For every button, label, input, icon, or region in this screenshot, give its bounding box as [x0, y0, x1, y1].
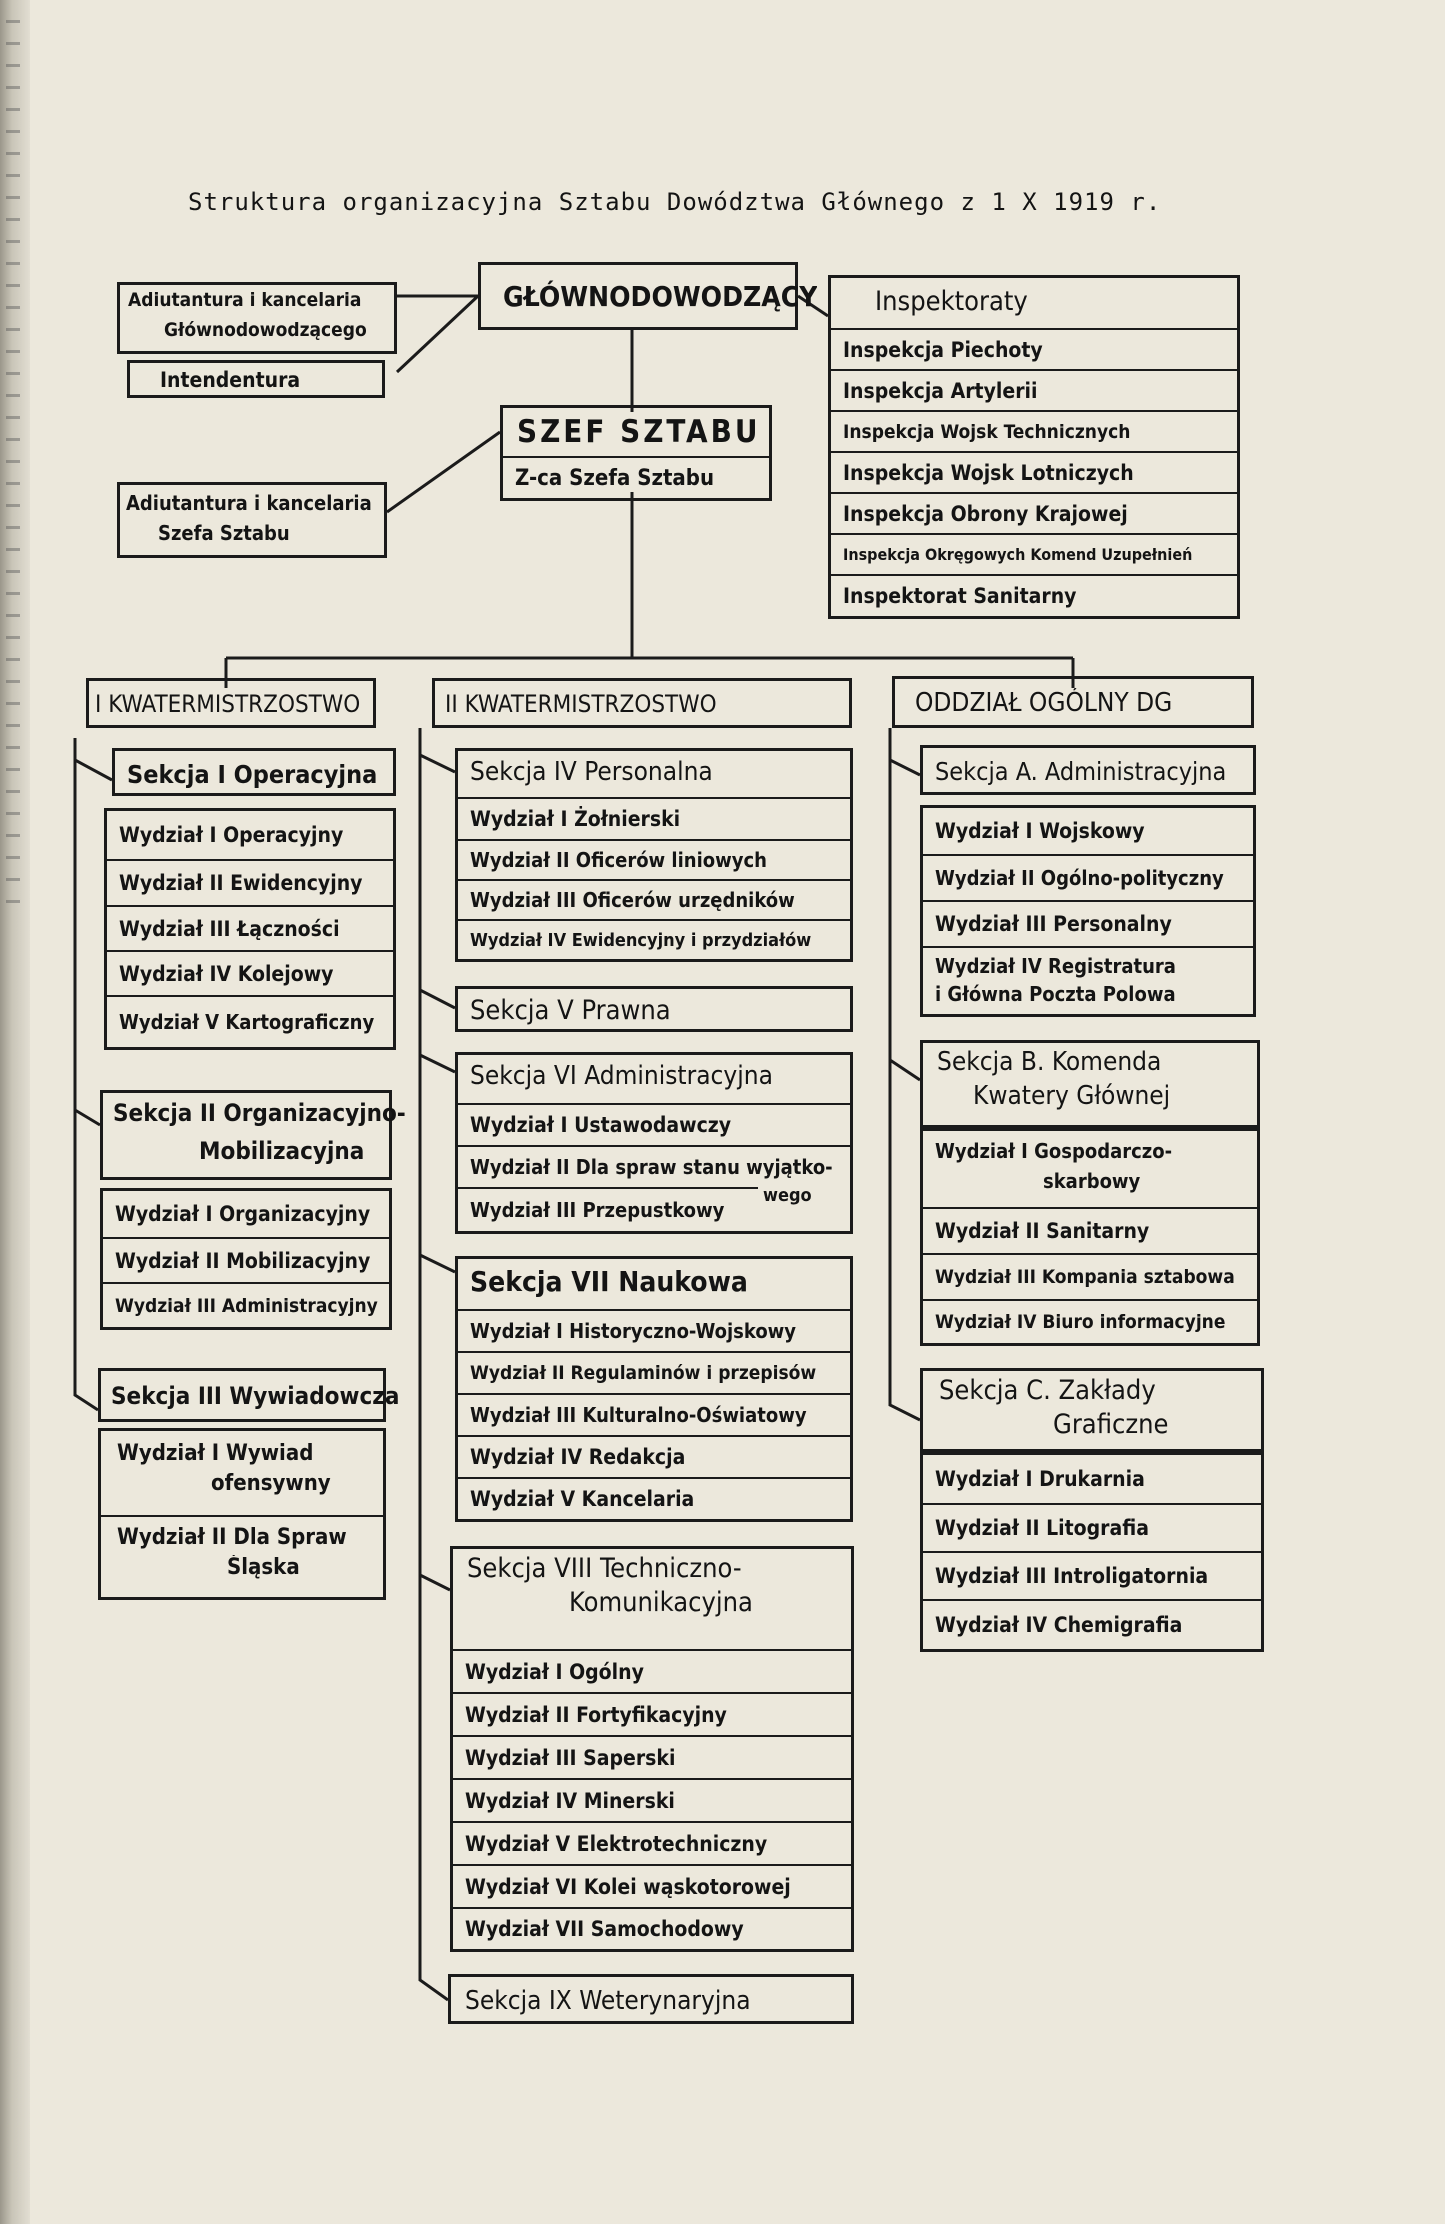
wydzial-row: Wydział I Drukarnia	[935, 1467, 1145, 1491]
sekcja-viii-title-line1: Sekcja VIII Techniczno-	[467, 1553, 742, 1584]
chief-of-staff-box	[500, 405, 772, 501]
adjutant-chief-box	[117, 482, 387, 558]
wydzial-row-continuation: wego	[763, 1185, 812, 1206]
wydzial-row: Wydział I Operacyjny	[119, 823, 344, 847]
wydzial-row: Wydział III Oficerów urzędników	[458, 879, 850, 919]
wydzial-row: Wydział II Oficerów liniowych	[458, 839, 850, 879]
inspektoraty-item: Inspekcja Okręgowych Komend Uzupełnień	[831, 533, 1237, 574]
adjutant-commander-line2: Głównodowodzącego	[164, 319, 367, 341]
wydzial-row: Wydział II Litografia	[923, 1503, 1261, 1551]
sekcja-v-box	[455, 986, 853, 1032]
adjutant-chief-line2: Szefa Sztabu	[158, 521, 290, 545]
wydzial-row-line2: ofensywny	[211, 1471, 331, 1496]
inspektoraty-header: Inspektoraty	[875, 286, 1028, 317]
sekcja-b-box	[920, 1040, 1260, 1128]
col1-header: I KWATERMISTRZOSTWO	[95, 690, 361, 718]
wydzial-row: Wydział II Sanitarny	[923, 1207, 1257, 1253]
inspektoraty-item: Inspekcja Wojsk Technicznych	[831, 410, 1237, 451]
sekcja-vi-title: Sekcja VI Administracyjna	[470, 1061, 773, 1091]
sekcja-ix-title: Sekcja IX Weterynaryjna	[465, 1986, 751, 2016]
wydzial-row: Wydział III Saperski	[453, 1735, 851, 1778]
inspektoraty-item: Inspekcja Piechoty	[831, 328, 1237, 369]
col1-header-box	[86, 678, 376, 728]
wydzial-row: Wydział IV Kolejowy	[107, 950, 393, 995]
sekcja-ii-title-line1: Sekcja II Organizacyjno-	[113, 1099, 406, 1127]
wydzial-row: Wydział III Przepustkowy	[458, 1187, 758, 1231]
wydzial-row-line1: Wydział IV Registratura	[935, 954, 1176, 978]
intendentura-box	[127, 360, 385, 398]
inspektoraty-item: Inspekcja Artylerii	[831, 369, 1237, 410]
wydzial-row: Wydział III Kompania sztabowa	[923, 1253, 1257, 1299]
wydzial-row: Wydział V Kancelaria	[458, 1477, 850, 1519]
deputy-chief-label: Z-ca Szefa Sztabu	[503, 456, 769, 498]
wydzial-row: Wydział II Ewidencyjny	[107, 859, 393, 905]
sekcja-iv-title: Sekcja IV Personalna	[470, 757, 713, 787]
sekcja-a-box	[920, 745, 1256, 795]
sekcja-ix-box	[448, 1974, 854, 2024]
col2-header: II KWATERMISTRZOSTWO	[445, 690, 717, 718]
wydzial-row: Wydział IV Redakcja	[458, 1435, 850, 1477]
wydzial-row: Wydział I Wojskowy	[935, 819, 1145, 843]
sekcja-viii-box	[450, 1546, 854, 1952]
sekcja-b-title-line2: Kwatery Głównej	[973, 1081, 1171, 1111]
sekcja-iii-title: Sekcja III Wywiadowcza	[111, 1382, 400, 1410]
adjutant-commander-line1: Adiutantura i kancelaria	[128, 289, 362, 311]
wydzial-row: Wydział II Ogólno-polityczny	[923, 854, 1253, 900]
wydzial-row-line2: skarbowy	[1043, 1169, 1141, 1193]
wydzial-row-line2: i Główna Poczta Polowa	[935, 982, 1176, 1006]
inspektoraty-item: Inspekcja Wojsk Lotniczych	[831, 451, 1237, 492]
inspektoraty-item: Inspekcja Obrony Krajowej	[831, 492, 1237, 533]
wydzial-row: Wydział V Kartograficzny	[107, 995, 393, 1047]
sekcja-i-title: Sekcja I Operacyjna	[127, 760, 378, 789]
sekcja-a-wydzialy	[920, 805, 1256, 1017]
wydzial-row: Wydział III Kulturalno-Oświatowy	[458, 1393, 850, 1435]
wydzial-row: Wydział I Ustawodawczy	[458, 1103, 850, 1145]
wydzial-row	[923, 1131, 1257, 1207]
row-divider	[101, 1515, 383, 1517]
wydzial-row-line1: Wydział II Dla Spraw	[117, 1525, 347, 1550]
sekcja-c-title-line1: Sekcja C. Zakłady	[939, 1375, 1156, 1406]
wydzial-row: Wydział II Fortyfikacyjny	[453, 1692, 851, 1735]
wydzial-row: Wydział II Mobilizacyjny	[103, 1237, 389, 1282]
wydzial-row-line2: Śląska	[227, 1555, 300, 1580]
chief-of-staff-label: SZEF SZTABU	[517, 414, 761, 450]
diagram-title: Struktura organizacyjna Sztabu Dowództwa Głównego z 1 X 1919 r.	[188, 188, 1162, 216]
inspektoraty-box	[828, 275, 1240, 619]
wydzial-row: Wydział VII Samochodowy	[453, 1907, 851, 1949]
wydzial-row	[923, 946, 1253, 1016]
wydzial-row: Wydział IV Minerski	[453, 1778, 851, 1821]
sekcja-i-box	[112, 748, 396, 796]
sekcja-b-title-line1: Sekcja B. Komenda	[937, 1047, 1162, 1077]
sekcja-c-box	[920, 1368, 1264, 1452]
wydzial-row: Wydział III Personalny	[923, 900, 1253, 946]
sekcja-v-title: Sekcja V Prawna	[470, 995, 671, 1026]
sekcja-b-wydzialy	[920, 1128, 1260, 1346]
wydzial-row: Wydział IV Biuro informacyjne	[923, 1299, 1257, 1343]
wydzial-row: Wydział IV Ewidencyjny i przydziałów	[458, 919, 850, 959]
wydzial-row: Wydział V Elektrotechniczny	[453, 1821, 851, 1864]
wydzial-row: Wydział VI Kolei wąskotorowej	[453, 1864, 851, 1907]
sekcja-iii-wydzialy	[98, 1428, 386, 1600]
wydzial-row: Wydział I Żołnierski	[458, 797, 850, 839]
adjutant-commander-box	[117, 282, 397, 354]
wydzial-row-line1: Wydział I Wywiad	[117, 1441, 314, 1466]
wydzial-row: Wydział III Administracyjny	[103, 1282, 389, 1327]
wydzial-row: Wydział II Dla spraw stanu wyjątko-	[458, 1145, 850, 1187]
wydzial-row: Wydział I Organizacyjny	[115, 1202, 371, 1226]
intendentura-label: Intendentura	[160, 368, 301, 392]
wydzial-row: Wydział III Introligatornia	[923, 1551, 1261, 1599]
sekcja-viii-title-line2: Komunikacyjna	[569, 1587, 753, 1618]
col3-header: ODDZIAŁ OGÓLNY DG	[915, 688, 1173, 718]
wydzial-row: Wydział I Ogólny	[453, 1649, 851, 1692]
sekcja-ii-wydzialy	[100, 1188, 392, 1330]
sekcja-ii-title-line2: Mobilizacyjna	[199, 1137, 365, 1165]
sekcja-c-title-line2: Graficzne	[1053, 1409, 1169, 1440]
sekcja-vi-box	[455, 1052, 853, 1234]
wydzial-row: Wydział I Historyczno-Wojskowy	[458, 1309, 850, 1351]
wydzial-row: Wydział III Łączności	[107, 905, 393, 950]
sekcja-c-wydzialy	[920, 1452, 1264, 1652]
sekcja-i-wydzialy	[104, 808, 396, 1050]
sekcja-iii-box	[98, 1368, 400, 1422]
wydzial-row: Wydział IV Chemigrafia	[923, 1599, 1261, 1649]
wydzial-row: Wydział II Regulaminów i przepisów	[458, 1351, 850, 1393]
col3-header-box	[892, 676, 1254, 728]
sekcja-vii-box	[455, 1256, 853, 1522]
sekcja-vii-title: Sekcja VII Naukowa	[470, 1265, 748, 1298]
sekcja-iv-box	[455, 748, 853, 962]
commander-box	[478, 262, 818, 330]
commander-label: GŁÓWNODOWODZĄCY	[503, 280, 818, 313]
inspektoraty-item: Inspektorat Sanitarny	[831, 574, 1237, 616]
wydzial-row-line1: Wydział I Gospodarczo-	[935, 1139, 1173, 1163]
sekcja-ii-box	[100, 1090, 406, 1180]
col2-header-box	[432, 678, 852, 728]
sekcja-a-title: Sekcja A. Administracyjna	[935, 757, 1227, 786]
adjutant-chief-line1: Adiutantura i kancelaria	[126, 491, 372, 515]
